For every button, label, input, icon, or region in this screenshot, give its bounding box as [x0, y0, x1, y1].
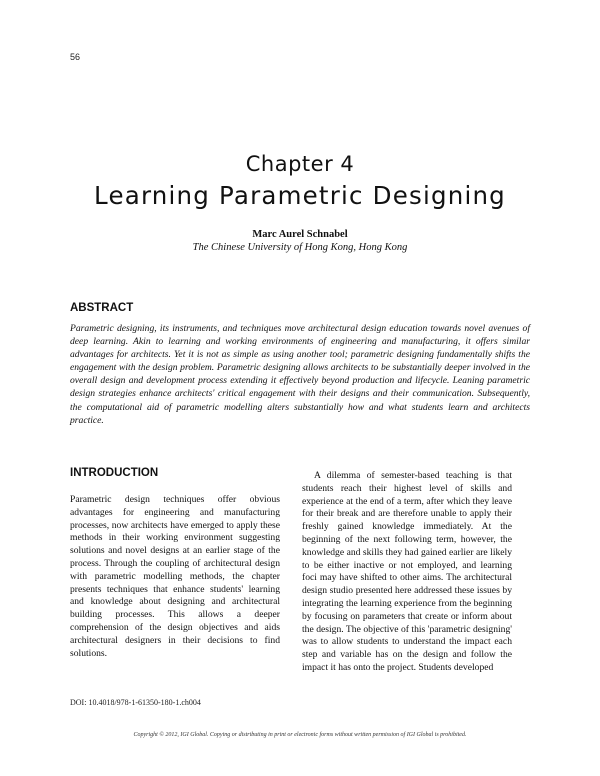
introduction-heading: INTRODUCTION	[70, 467, 159, 479]
author-name: Marc Aurel Schnabel	[252, 229, 348, 240]
doi-label: DOI: 10.4018/978-1-61350-180-1.ch004	[70, 698, 201, 707]
abstract-heading: ABSTRACT	[70, 302, 134, 314]
abstract-text: Parametric designing, its instruments, and techniques move architectural design education towards novel avenues of deep learning. Akin to learning and working environments of engineering and manufacturing, it offers similar advantages for architects. Yet it is not as simple as using another tool; parametric designing fundamentally shifts the engagement with the design problem. Parametric designing allows architects to be substantially deeper involved in the overall design and development process extending it effectively beyond production and lifecycle. Leaning parametric design strategies enhance architects' critical engagement with their designs and their communication. Subsequently, the computational aid of parametric modelling alters substantially how and what students learn and architects practice.	[70, 323, 530, 426]
intro-paragraph-left: Parametric design techniques offer obvious advantages for engineering and manufacturing processes, now architects have emerged to apply these methods in their working environment suggesting solutions and novel designs at an earlier stage of the process. Through the coupling of architectural design with parametric modelling methods, the chapter presents techniques that enhance students' learning and knowledge about designing and architectural building processes. This allows a deeper comprehension of the design objectives and aids architectural designers in their decisions to find solutions.	[70, 494, 280, 659]
page-number: 56	[70, 52, 81, 62]
right-column	[302, 470, 512, 675]
intro-paragraph-right: A dilemma of semester-based teaching is that students reach their highest level of skills and experience at the end of a term, after which they leave for their break and are therefore unable to apply their freshly gained knowledge immediately. At the beginning of the next following term, however, the knowledge and skills they had gained earlier are likely to be either inactive or not employed, and learning foci may have shifted to other aims. The architectural design studio presented here addressed these issues by integrating the learning experience from the beginning by focusing on parameters that create or inform about the design. The objective of this 'parametric designing' was to allow students to understand the impact each step and variable has on the design and follow the impact it has onto the project. Students developed	[302, 470, 512, 673]
chapter-label: Chapter 4	[245, 152, 355, 176]
chapter-title: Learning Parametric Designing	[94, 181, 506, 210]
author-affiliation: The Chinese University of Hong Kong, Hong Kong	[192, 242, 408, 253]
left-column	[70, 467, 280, 660]
copyright-notice: Copyright © 2012, IGI Global. Copying or distributing in print or electronic forms without written permission of IGI Global is prohibited.	[133, 732, 467, 738]
